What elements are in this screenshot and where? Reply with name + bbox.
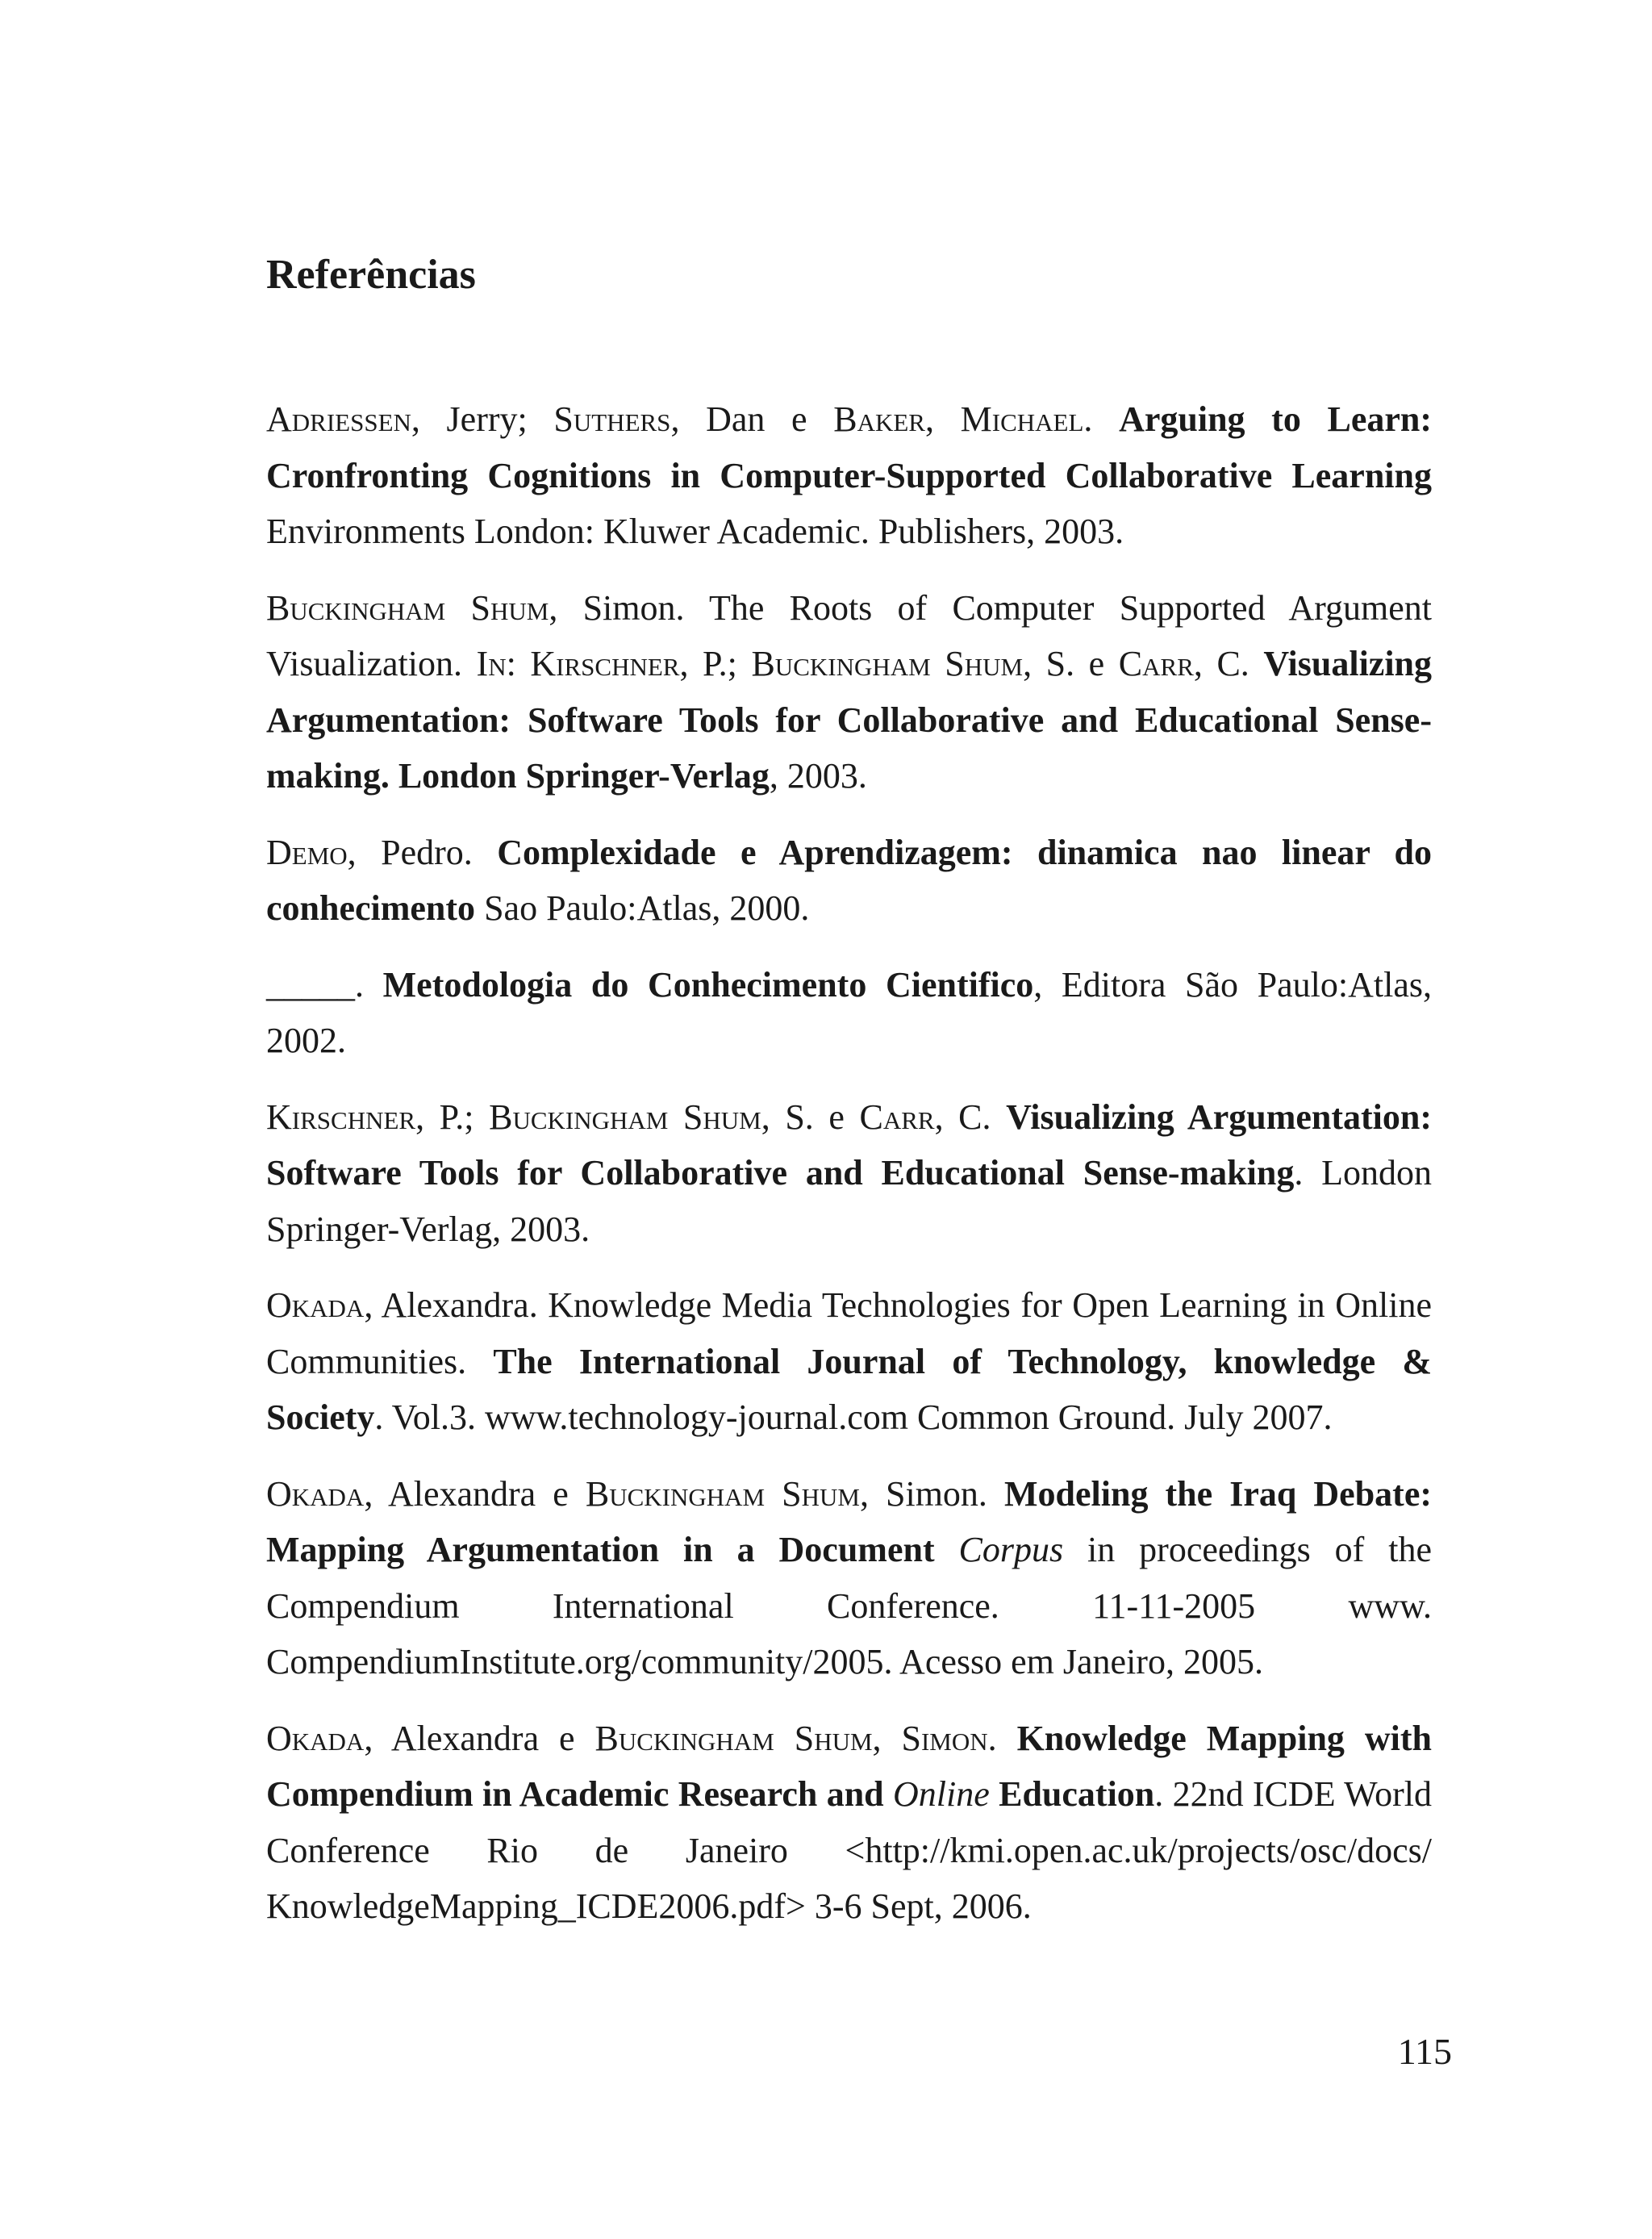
reference-text: _____. [266, 964, 383, 1005]
reference-title: Education [989, 1774, 1155, 1814]
reference-text: , C. [934, 1097, 1007, 1137]
reference-text: Sao Paulo:Atlas, 2000. [475, 888, 810, 928]
reference-author: Buckingham Shum [266, 587, 549, 628]
reference-author: Adriessen [266, 399, 411, 439]
reference-title: Visualizing Argumentation: Software Tools for Collaborative and Educational Sense-making. London Springer-Verlag [266, 644, 1433, 796]
reference-list [266, 391, 1432, 1955]
reference-text: . [987, 1718, 1017, 1758]
reference-author: Suthers [553, 399, 671, 439]
page-number: 115 [1397, 2031, 1452, 2072]
reference-italic-text: Online [893, 1774, 990, 1814]
reference-author: Michael [960, 399, 1084, 439]
reference-text: , Editora São Paulo:Atlas, 2002. [266, 964, 1432, 1060]
reference-text: . Vol.3. www.technology-journal.com Common Ground. July 2007. [374, 1397, 1333, 1437]
reference-text: , 2003. [769, 756, 867, 796]
reference-title: Modeling the Iraq Debate: Mapping Argumentation in a Document [266, 1473, 1433, 1569]
reference-title: Metodologia do Conhecimento Cientifico [382, 964, 1034, 1005]
reference-entry [266, 391, 1432, 560]
reference-text: , Alexandra. Knowledge Media Technologies for Open Learning in Online Communities. [266, 1285, 1432, 1381]
reference-text: . [1083, 399, 1120, 439]
reference-author: Buckingham Shum [751, 644, 1024, 683]
reference-text: , [872, 1718, 902, 1758]
reference-author: Buckingham Shum [594, 1718, 873, 1758]
reference-text: . 22nd ICDE World Conference Rio de Janeiro <http://kmi.open.ac.uk/projects/osc/docs/ KnowledgeMapping_ICDE2006.pdf> 3-6 Sept, 2006. [266, 1774, 1433, 1926]
reference-author: Kirschner [266, 1097, 416, 1137]
reference-author: Kirschner [530, 644, 680, 683]
reference-entry [266, 580, 1432, 804]
reference-author: Buckingham Shum [585, 1473, 860, 1514]
reference-title: Complexidade e Aprendizagem: dinamica nao linear do conhecimento [266, 832, 1433, 928]
reference-text: , S. e [1023, 644, 1119, 683]
reference-entry [266, 1711, 1432, 1935]
reference-author: Carr [859, 1097, 935, 1137]
reference-text [935, 1530, 959, 1569]
reference-text: in proceedings of the Compendium International Conference. 11-11-2005 www. CompendiumInstitute.org/community/2005. Acesso em Janeiro, 2005. [266, 1530, 1433, 1681]
reference-text: , Simon. The Roots of Computer Supported Argument Visualization. [266, 587, 1433, 683]
reference-text: , S. e [761, 1097, 860, 1137]
reference-text: , Simon. [859, 1473, 1004, 1514]
reference-author: Simon [901, 1718, 988, 1758]
reference-author: In [476, 644, 507, 683]
reference-author: Demo [266, 832, 348, 872]
reference-title: Visualizing Argumentation: Software Tools for Collaborative and Educational Sense-making [266, 1097, 1432, 1193]
reference-text: , [924, 399, 961, 439]
reference-entry [266, 1277, 1432, 1446]
reference-title: Knowledge Mapping with Compendium in Academic Research and [266, 1718, 1432, 1814]
reference-entry [266, 957, 1432, 1069]
reference-text: , Jerry; [411, 399, 554, 439]
reference-text: , P.; [679, 644, 752, 683]
reference-entry [266, 825, 1432, 937]
reference-author: Okada [266, 1473, 365, 1514]
reference-author: Okada [266, 1718, 365, 1758]
page-title: Referências [266, 252, 476, 298]
reference-author: Buckingham Shum [489, 1097, 761, 1137]
reference-title: The International Journal of Technology, knowledge & Society [266, 1341, 1432, 1437]
reference-text: . London Springer-Verlag, 2003. [266, 1153, 1432, 1249]
reference-italic-text: Corpus [958, 1530, 1064, 1569]
reference-author: Okada [266, 1285, 365, 1325]
reference-text: Environments London: Kluwer Academic. Publishers, 2003. [266, 512, 1124, 551]
reference-text: , Alexandra e [364, 1473, 586, 1514]
reference-author: Carr [1118, 644, 1194, 683]
reference-text: , Dan e [670, 399, 834, 439]
reference-text: , Pedro. [347, 832, 498, 872]
reference-entry [266, 1089, 1432, 1258]
reference-text: , P.; [415, 1097, 490, 1137]
reference-title: Arguing to Learn: Cronfronting Cognitions in Computer-Supported Collaborative Learning [266, 399, 1433, 495]
reference-text: : [506, 644, 531, 683]
reference-author: Baker [833, 399, 925, 439]
reference-entry [266, 1466, 1432, 1690]
reference-text: , Alexandra e [364, 1718, 595, 1758]
reference-text: , C. [1193, 644, 1264, 683]
